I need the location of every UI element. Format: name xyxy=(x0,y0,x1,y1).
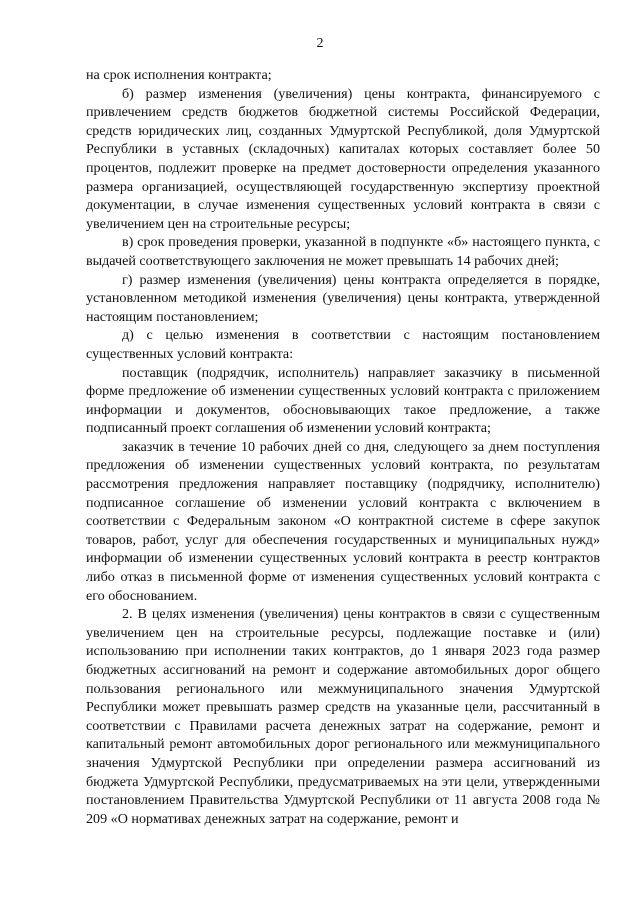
paragraph-item-g: г) размер изменения (увеличения) цены контракта определяется в порядке, установленном методикой изменения (увеличения) цены контракта, утвержденной настоящим постановлением; xyxy=(86,271,600,325)
paragraph-supplier-proposal: поставщик (подрядчик, исполнитель) направляет заказчику в письменной форме предложение об изменении существенных условий контракта с приложением информации и документов, обосновывающих такое предложение, а также подписанный проект соглашения об изменении условий контракта; xyxy=(86,364,600,437)
paragraph-item-v: в) срок проведения проверки, указанной в подпункте «б» настоящего пункта, с выдачей соответствующего заключения не может превышать 14 рабочих дней; xyxy=(86,234,600,269)
document-body xyxy=(86,66,600,828)
paragraph-customer-response: заказчик в течение 10 рабочих дней со дня, следующего за днем поступления предложения об изменении существенных условий контракта, по результатам рассмотрения предложения направляет поставщику (подрядчику, исполнителю) подписанное соглашение об изменении условий контракта с включением в соответствии с Федеральным законом «О контрактной системе в сфере закупок товаров, работ, услуг для обеспечения государственных и муниципальных нужд» информации об изменении существенных условий контракта в реестр контрактов либо отказ в письменной форме от изменения существенных условий контракта с его обоснованием. xyxy=(86,438,600,604)
page-number: 2 xyxy=(316,36,324,51)
paragraph-contract-term-end: на срок исполнения контракта; xyxy=(86,67,272,83)
paragraph-item-b: б) размер изменения (увеличения) цены контракта, финансируемого с привлечением средств бюджетов бюджетной системы Российской Федерации, средств юридических лиц, созданных Удмуртской Республикой, доля Удмуртской Республики в уставных (складочных) капиталах которых составляет более 50 процентов, подлежит проверке на предмет достоверности определения указанного размера организацией, осуществляющей государственную экспертизу проектной документации, в случае изменения существенных условий контракта в связи с увеличением цен на строительные ресурсы; xyxy=(86,85,600,232)
paragraph-point-2: 2. В целях изменения (увеличения) цены контрактов в связи с существенным увеличением цен на строительные ресурсы, подлежащие поставке и (или) использованию при исполнении таких контрактов, до 1 января 2023 года размер бюджетных ассигнований на ремонт и содержание автомобильных дорог общего пользования регионального или межмуниципального значения Удмуртской Республики может превышать размер средств на указанные цели, рассчитанный в соответствии с Правилами расчета денежных затрат на содержание, ремонт и капитальный ремонт автомобильных дорог регионального или межмуниципального значения Удмуртской Республики при определении размера ассигнований из бюджета Удмуртской Республики, предусматриваемых на эти цели, утвержденными постановлением Правительства Удмуртской Республики от 11 августа 2008 года № 209 «О нормативах денежных затрат на содержание, ремонт и xyxy=(86,606,600,827)
paragraph-item-d: д) с целью изменения в соответствии с настоящим постановлением существенных условий контракта: xyxy=(86,327,600,362)
